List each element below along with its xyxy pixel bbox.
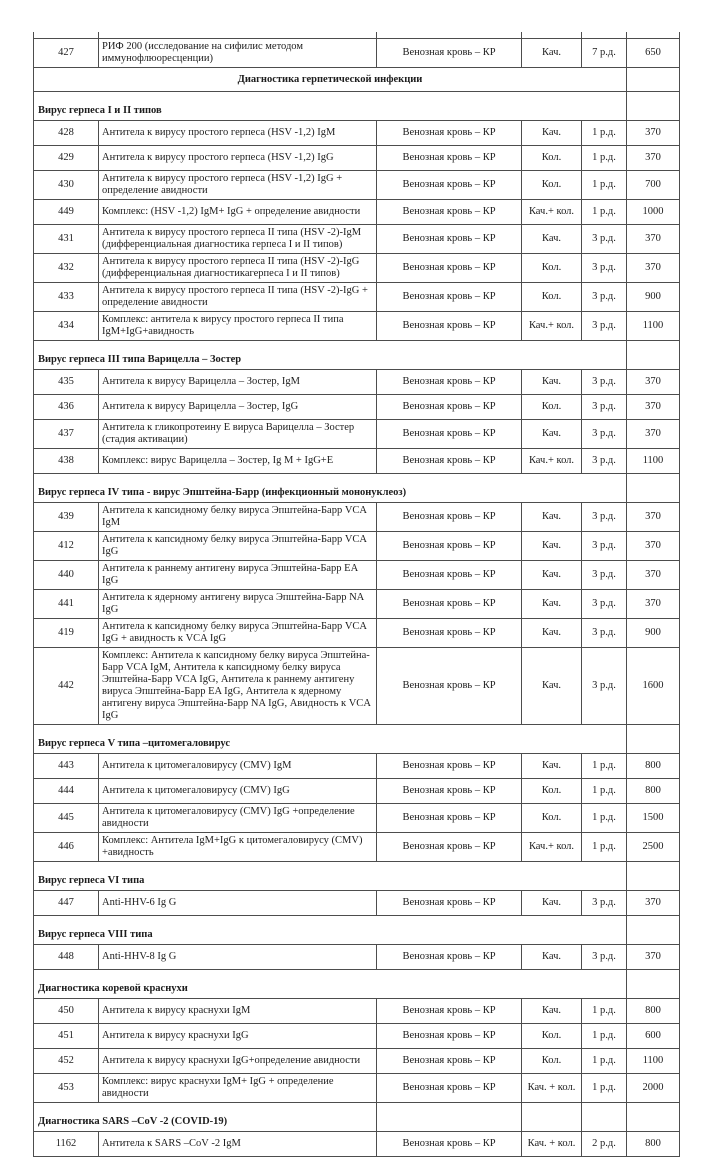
turnaround-cell: 3 р.д. [582,648,627,725]
turnaround-cell: 1 р.д. [582,121,627,146]
sample-type-cell: Венозная кровь – КР [377,754,522,779]
turnaround-cell: 3 р.д. [582,891,627,916]
test-name-cell: Антитела к вирусу краснухи IgM [99,999,377,1024]
turnaround-cell: 1 р.д. [582,1024,627,1049]
test-name-cell: Комплекс: (HSV -1,2) IgM+ IgG + определение авидности [99,200,377,225]
section-label: Вирус герпеса VI типа [34,862,627,891]
sample-type-cell: Венозная кровь – КР [377,254,522,283]
table-row [34,503,680,532]
turnaround-cell: 3 р.д. [582,945,627,970]
table-row [34,619,680,648]
row-number-cell: 443 [34,754,99,779]
analysis-mode-cell: Кол. [522,395,582,420]
analysis-mode-cell: Кач. [522,420,582,449]
table-row [34,146,680,171]
sample-type-cell: Венозная кровь – КР [377,225,522,254]
table-row [34,590,680,619]
analysis-mode-cell: Кач. [522,39,582,68]
price-cell: 370 [627,891,680,916]
price-cell: 370 [627,532,680,561]
sample-type-cell: Венозная кровь – КР [377,891,522,916]
row-number-cell: 439 [34,503,99,532]
test-name-cell: Комплекс: вирус Варицелла – Зостер, Ig M + IgG+Е [99,449,377,474]
sample-type-cell: Венозная кровь – КР [377,200,522,225]
turnaround-cell: 1 р.д. [582,999,627,1024]
analysis-mode-cell: Кач. [522,532,582,561]
row-number-cell: 445 [34,804,99,833]
table-row [34,171,680,200]
test-name-cell: Антитела к вирусу краснухи IgG+определение авидности [99,1049,377,1074]
table-row [34,449,680,474]
analysis-mode-cell: Кач. [522,503,582,532]
test-name-cell: Anti-HHV-8 Ig G [99,945,377,970]
price-cell: 2500 [627,833,680,862]
test-name-cell: Антитела к цитомегаловирусу (CMV) IgG [99,779,377,804]
test-name-cell: Комплекс: Антитела к капсидному белку вируса Эпштейна-Барр VCA IgM, Антитела к капсидному белку вируса Эпштейна-Барр VCA IgG, Антитела к раннему антигену вируса Эпштейна-Барр EA IgG, Антитела к ядерному антигену вируса Эпштейна-Барр NA IgG, Авидность к VCA IgG [99,648,377,725]
sample-type-cell: Венозная кровь – КР [377,619,522,648]
price-cell: 1500 [627,804,680,833]
price-cell: 2000 [627,1074,680,1103]
row-number-cell: 438 [34,449,99,474]
sample-type-cell: Венозная кровь – КР [377,648,522,725]
test-name-cell: Антитела к гликопротеину Е вируса Варицелла – Зостер (стадия активации) [99,420,377,449]
row-number-cell: 446 [34,833,99,862]
analysis-mode-cell: Кач. [522,590,582,619]
table-row [34,225,680,254]
table-row [34,1132,680,1157]
price-cell: 370 [627,590,680,619]
price-cell: 370 [627,225,680,254]
subsection-header-row [34,341,680,370]
sample-type-cell: Венозная кровь – КР [377,1049,522,1074]
turnaround-cell: 1 р.д. [582,833,627,862]
turnaround-cell: 2 р.д. [582,1132,627,1157]
table-row [34,370,680,395]
price-cell: 800 [627,779,680,804]
row-number-cell: 452 [34,1049,99,1074]
price-cell: 900 [627,619,680,648]
test-name-cell: Комплекс: вирус краснухи IgM+ IgG + определение авидности [99,1074,377,1103]
turnaround-cell: 3 р.д. [582,619,627,648]
table-row [34,420,680,449]
analysis-mode-cell: Кач. [522,370,582,395]
table-row [34,833,680,862]
analysis-mode-cell: Кач.+ кол. [522,200,582,225]
test-name-cell: Комплекс: Антитела IgM+IgG к цитомегаловирусу (CMV) +авидность [99,833,377,862]
turnaround-cell: 3 р.д. [582,395,627,420]
subsection-header-row [34,862,680,891]
section-label: Вирус герпеса I и II типов [34,92,627,121]
row-number-cell: 434 [34,312,99,341]
price-cell: 800 [627,754,680,779]
test-name-cell: Антитела к капсидному белку вируса Эпштейна-Барр VCA IgM [99,503,377,532]
price-cell [627,1103,680,1132]
test-name-cell: Антитела к цитомегаловирусу (CMV) IgM [99,754,377,779]
turnaround-cell: 3 р.д. [582,283,627,312]
price-cell: 1600 [627,648,680,725]
table-row [34,754,680,779]
analysis-mode-cell: Кач.+ кол. [522,449,582,474]
price-cell: 1100 [627,1049,680,1074]
row-number-cell: 435 [34,370,99,395]
table-row [34,561,680,590]
sample-type-cell: Венозная кровь – КР [377,804,522,833]
sample-type-cell: Венозная кровь – КР [377,503,522,532]
price-cell: 370 [627,121,680,146]
row-number-cell: 428 [34,121,99,146]
row-number-cell: 419 [34,619,99,648]
table-row [34,945,680,970]
price-cell: 370 [627,561,680,590]
price-cell: 370 [627,420,680,449]
section-label: Вирус герпеса V типа –цитомегаловирус [34,725,627,754]
section-label: Вирус герпеса VIII типа [34,916,627,945]
sample-type-cell: Венозная кровь – КР [377,945,522,970]
section-header-row [34,68,680,92]
turnaround-cell: 3 р.д. [582,420,627,449]
analysis-mode-cell: Кач. [522,754,582,779]
test-name-cell: Комплекс: антитела к вирусу простого герпеса II типа IgM+IgG+авидность [99,312,377,341]
table-row [34,1074,680,1103]
test-name-cell: Антитела к ядерному антигену вируса Эпштейна-Барр NA IgG [99,590,377,619]
analysis-mode-cell: Кол. [522,283,582,312]
turnaround-cell: 3 р.д. [582,449,627,474]
analysis-mode-cell: Кач. [522,225,582,254]
section-label: Диагностика SARS –CoV -2 (COVID-19) [34,1103,377,1132]
section-label: Вирус герпеса IV типа - вирус Эпштейна-Барр (инфекционный мононуклеоз) [34,474,627,503]
sample-type-cell: Венозная кровь – КР [377,833,522,862]
turnaround-cell: 1 р.д. [582,200,627,225]
sample-type-cell: Венозная кровь – КР [377,39,522,68]
price-cell [627,68,680,92]
price-cell: 1000 [627,200,680,225]
analysis-mode-cell: Кол. [522,1049,582,1074]
price-cell [627,92,680,121]
table-row [34,532,680,561]
sample-type-cell: Венозная кровь – КР [377,590,522,619]
test-name-cell: Антитела к вирусу краснухи IgG [99,1024,377,1049]
sample-type-cell: Венозная кровь – КР [377,561,522,590]
price-cell: 650 [627,39,680,68]
turnaround-cell: 1 р.д. [582,754,627,779]
analysis-mode-cell: Кол. [522,779,582,804]
sample-type-cell: Венозная кровь – КР [377,999,522,1024]
turnaround-cell: 1 р.д. [582,1049,627,1074]
sample-type-cell: Венозная кровь – КР [377,449,522,474]
turnaround-cell: 1 р.д. [582,779,627,804]
price-cell [627,970,680,999]
row-number-cell: 436 [34,395,99,420]
turnaround-cell: 3 р.д. [582,225,627,254]
table-row [34,395,680,420]
price-cell [627,862,680,891]
test-name-cell: Антитела к вирусу простого герпеса (HSV -1,2) IgG [99,146,377,171]
analysis-mode-cell: Кол. [522,1024,582,1049]
turnaround-cell: 7 р.д. [582,39,627,68]
turnaround-cell [582,1103,627,1132]
turnaround-cell: 3 р.д. [582,590,627,619]
section-label: Вирус герпеса III типа Варицелла – Зостер [34,341,627,370]
table-row [34,254,680,283]
turnaround-cell: 3 р.д. [582,254,627,283]
row-number-cell: 441 [34,590,99,619]
price-cell: 370 [627,254,680,283]
price-cell [627,916,680,945]
price-cell: 600 [627,1024,680,1049]
row-number-cell: 453 [34,1074,99,1103]
analysis-mode-cell: Кач. + кол. [522,1132,582,1157]
analysis-mode-cell: Кол. [522,171,582,200]
analysis-mode-cell [522,1103,582,1132]
price-cell: 1100 [627,449,680,474]
sample-type-cell: Венозная кровь – КР [377,171,522,200]
test-name-cell: РИФ 200 (исследование на сифилис методом иммунофлюоресценции) [99,39,377,68]
row-number-cell: 433 [34,283,99,312]
price-cell: 1100 [627,312,680,341]
analysis-mode-cell: Кач. + кол. [522,1074,582,1103]
table-row [34,779,680,804]
sample-type-cell: Венозная кровь – КР [377,312,522,341]
row-number-cell: 448 [34,945,99,970]
table-row [34,804,680,833]
row-number-cell: 412 [34,532,99,561]
sample-type-cell: Венозная кровь – КР [377,121,522,146]
row-number-cell: 440 [34,561,99,590]
sample-type-cell: Венозная кровь – КР [377,370,522,395]
test-name-cell: Антитела к вирусу простого герпеса II типа (HSV -2)-IgG (дифференциальная диагностикагерпеса I и II типов) [99,254,377,283]
subsection-header-row [34,92,680,121]
sample-type-cell [377,1103,522,1132]
price-cell: 370 [627,503,680,532]
row-number-cell: 437 [34,420,99,449]
analysis-mode-cell: Кач. [522,945,582,970]
test-name-cell: Anti-HHV-6 Ig G [99,891,377,916]
subsection-header-row [34,725,680,754]
sample-type-cell: Венозная кровь – КР [377,1132,522,1157]
test-name-cell: Антитела к раннему антигену вируса Эпштейна-Барр EA IgG [99,561,377,590]
price-cell: 800 [627,999,680,1024]
subsection-header-row [34,916,680,945]
sample-type-cell: Венозная кровь – КР [377,532,522,561]
table-row [34,39,680,68]
sample-type-cell: Венозная кровь – КР [377,1074,522,1103]
subsection-header-row [34,474,680,503]
row-number-cell: 430 [34,171,99,200]
table-row [34,999,680,1024]
analysis-mode-cell: Кач. [522,891,582,916]
price-cell: 900 [627,283,680,312]
price-cell: 370 [627,945,680,970]
section-label: Диагностика коревой краснухи [34,970,627,999]
price-cell: 370 [627,370,680,395]
test-name-cell: Антитела к вирусу простого герпеса (HSV -1,2) IgM [99,121,377,146]
analysis-mode-cell: Кач. [522,121,582,146]
price-cell: 800 [627,1132,680,1157]
price-cell: 700 [627,171,680,200]
price-cell: 370 [627,395,680,420]
analysis-mode-cell: Кач. [522,648,582,725]
price-table [33,32,680,1157]
turnaround-cell: 3 р.д. [582,532,627,561]
turnaround-cell: 1 р.д. [582,146,627,171]
sample-type-cell: Венозная кровь – КР [377,146,522,171]
sample-type-cell: Венозная кровь – КР [377,395,522,420]
test-name-cell: Антитела к вирусу простого герпеса II типа (HSV -2)-IgM (дифференциальная диагностика герпеса I и II типов) [99,225,377,254]
row-number-cell: 432 [34,254,99,283]
price-cell [627,474,680,503]
test-name-cell: Антитела к вирусу Варицелла – Зостер, IgG [99,395,377,420]
test-name-cell: Антитела к цитомегаловирусу (CMV) IgG +определение авидности [99,804,377,833]
turnaround-cell: 1 р.д. [582,804,627,833]
table-row [34,1024,680,1049]
test-name-cell: Антитела к SARS –CoV -2 IgM [99,1132,377,1157]
analysis-mode-cell: Кач.+ кол. [522,833,582,862]
price-cell [627,725,680,754]
price-cell: 370 [627,146,680,171]
table-row [34,121,680,146]
test-name-cell: Антитела к вирусу простого герпеса II типа (HSV -2)-IgG + определение авидности [99,283,377,312]
subsection-header-row [34,1103,680,1132]
analysis-mode-cell: Кач. [522,561,582,590]
analysis-mode-cell: Кол. [522,254,582,283]
analysis-mode-cell: Кол. [522,804,582,833]
table-row [34,891,680,916]
row-number-cell: 431 [34,225,99,254]
turnaround-cell: 1 р.д. [582,171,627,200]
price-table-body [34,32,680,1157]
section-label: Диагностика герпетической инфекции [34,68,627,92]
table-row [34,200,680,225]
row-number-cell: 450 [34,999,99,1024]
row-number-cell: 447 [34,891,99,916]
sample-type-cell: Венозная кровь – КР [377,420,522,449]
table-row [34,312,680,341]
analysis-mode-cell: Кач. [522,619,582,648]
test-name-cell: Антитела к капсидному белку вируса Эпштейна-Барр VCA IgG [99,532,377,561]
row-number-cell: 442 [34,648,99,725]
test-name-cell: Антитела к вирусу Варицелла – Зостер, IgM [99,370,377,395]
test-name-cell: Антитела к капсидному белку вируса Эпштейна-Барр VCA IgG + авидность к VCA IgG [99,619,377,648]
table-row [34,648,680,725]
turnaround-cell: 3 р.д. [582,503,627,532]
test-name-cell: Антитела к вирусу простого герпеса (HSV -1,2) IgG + определение авидности [99,171,377,200]
price-cell [627,341,680,370]
analysis-mode-cell: Кол. [522,146,582,171]
sample-type-cell: Венозная кровь – КР [377,1024,522,1049]
analysis-mode-cell: Кач.+ кол. [522,312,582,341]
turnaround-cell: 3 р.д. [582,370,627,395]
row-number-cell: 451 [34,1024,99,1049]
turnaround-cell: 1 р.д. [582,1074,627,1103]
analysis-mode-cell: Кач. [522,999,582,1024]
table-row [34,283,680,312]
table-row [34,1049,680,1074]
row-number-cell: 449 [34,200,99,225]
row-number-cell: 427 [34,39,99,68]
row-number-cell: 429 [34,146,99,171]
turnaround-cell: 3 р.д. [582,312,627,341]
row-number-cell: 1162 [34,1132,99,1157]
sample-type-cell: Венозная кровь – КР [377,283,522,312]
sample-type-cell: Венозная кровь – КР [377,779,522,804]
row-number-cell: 444 [34,779,99,804]
turnaround-cell: 3 р.д. [582,561,627,590]
subsection-header-row [34,970,680,999]
